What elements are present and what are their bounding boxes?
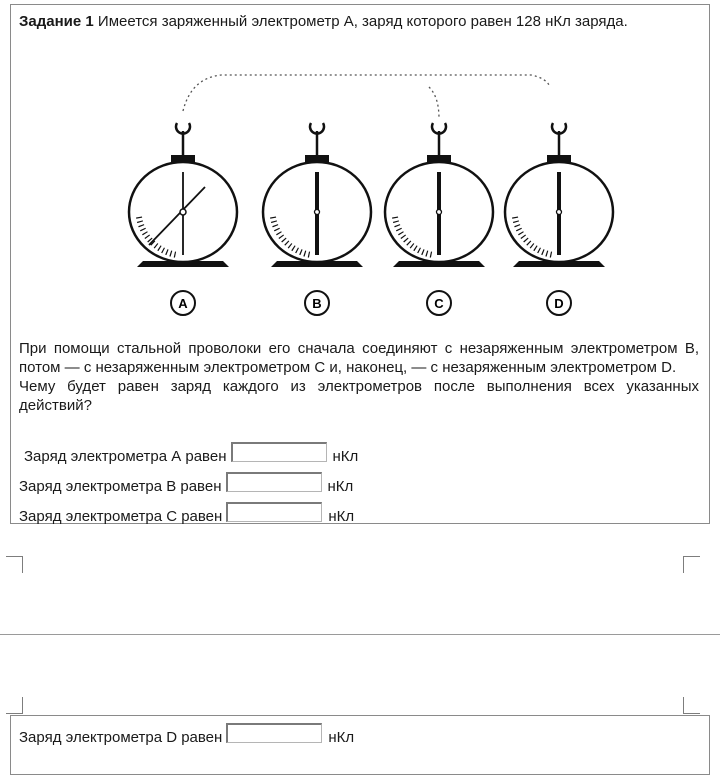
task-card [10,4,710,524]
task-statement [19,12,699,31]
task-card-continued [10,715,710,775]
task-intro: Имеется заряженный электрометр А, заряд которого равен 128 нКл заряда. [93,13,628,30]
answer-input-d[interactable] [226,723,322,743]
answer-unit-a: нКл [332,447,359,465]
page-corner-mark [683,556,700,573]
answer-input-a[interactable] [231,442,327,462]
answer-label-b: Заряд электрометра В равен [19,477,222,495]
page-break [0,634,720,635]
steel-wire [183,75,549,119]
answer-label-c: Заряд электрометра С равен [19,507,223,525]
answer-label-a: Заряд электрометра А равен [24,447,227,465]
electrometers-figure [111,67,631,327]
answer-label-d: Заряд электрометра D равен [19,728,223,746]
task-paragraph-1: При помощи стальной проволоки его сначала соединяют с незаряженным электрометром В, потом — с незаряженным электрометром С и, наконец, — с незаряженным электрометром D. [19,340,699,376]
electrometer-b [263,123,371,267]
task-question: Чему будет равен заряд каждого из электрометров после выполнения всех указанных действий? [19,378,699,414]
label-a [171,291,195,315]
answer-input-b[interactable] [226,472,322,492]
electrometer-d [505,123,613,267]
answer-unit-c: нКл [328,507,355,525]
page-corner-mark [6,697,23,714]
svg-text:A: A [178,296,188,311]
answer-unit-d: нКл [328,728,355,746]
answer-row-c [19,503,354,529]
label-d [547,291,571,315]
answer-unit-b: нКл [327,477,354,495]
electrometer-c [385,123,493,267]
answer-row-b [19,473,353,499]
answer-input-c[interactable] [226,502,322,522]
label-c [427,291,451,315]
task-heading: Задание 1 [19,13,94,30]
page-corner-mark [6,556,23,573]
label-b [305,291,329,315]
answer-row-d [19,724,354,750]
answer-row-a [24,443,358,469]
svg-text:B: B [312,296,322,311]
electrometer-a [129,123,237,267]
svg-text:C: C [434,296,444,311]
page-corner-mark [683,697,700,714]
svg-text:D: D [554,296,564,311]
task-body [19,339,699,415]
